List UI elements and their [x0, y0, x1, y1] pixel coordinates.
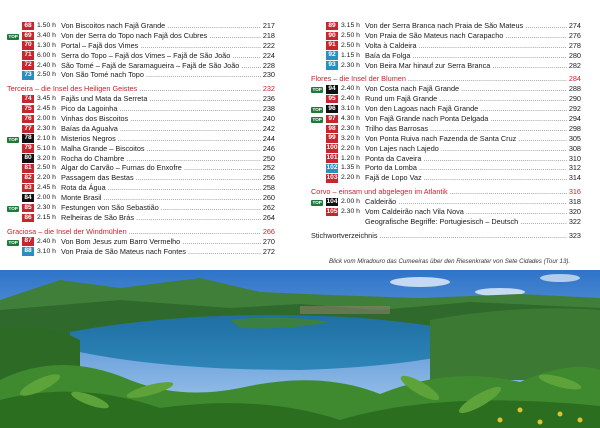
tour-duration: 2.30 h	[341, 124, 360, 132]
tour-number: 86	[22, 214, 34, 223]
tour-title: Von Praia de São Mateus nach Carapacho .....	[365, 31, 567, 41]
page-number: 250	[262, 153, 275, 163]
tour-duration: 2.00 h	[37, 194, 56, 202]
tour-entry[interactable]	[7, 193, 275, 203]
page-number: 264	[262, 212, 275, 222]
tour-title: Von Costa nach Fajã Grande .....	[365, 84, 567, 94]
tour-number: 87	[22, 237, 34, 246]
tour-title: Relheiras de São Brás .....	[61, 213, 261, 223]
page-number: 238	[262, 104, 275, 114]
toc-left-column	[7, 21, 275, 256]
tour-entry[interactable]	[7, 61, 275, 71]
tour-duration: 2.40 h	[37, 61, 56, 69]
tour-number: 78	[22, 134, 34, 143]
tour-duration: 2.20 h	[341, 174, 360, 182]
tour-title: Malha Grande – Biscoitos .....	[61, 144, 261, 154]
tour-duration: 2.50 h	[37, 71, 56, 79]
tour-duration: 2.15 h	[37, 213, 56, 221]
tour-number: 98	[326, 125, 338, 134]
tour-entry[interactable]	[7, 203, 275, 213]
top-badge: TOP	[312, 107, 322, 113]
toc-group-flores	[311, 84, 581, 183]
tour-duration: 3.20 h	[37, 154, 56, 162]
page-number: 282	[568, 60, 581, 70]
tour-entry[interactable]	[7, 173, 275, 183]
tour-entry[interactable]	[311, 144, 581, 154]
tour-number: 68	[22, 22, 34, 31]
tour-duration: 2.40 h	[37, 237, 56, 245]
tour-number: 88	[22, 247, 34, 256]
tour-title: Von der Serra do Topo nach Fajã dos Cubres .....	[61, 31, 261, 41]
tour-number: 80	[22, 154, 34, 163]
tour-entry[interactable]	[7, 114, 275, 124]
tour-number: 89	[326, 22, 338, 31]
tour-duration: 2.40 h	[341, 95, 360, 103]
page-number: 270	[262, 236, 275, 246]
tour-title: Baía da Folga .....	[365, 51, 567, 61]
page-number: 240	[262, 114, 275, 124]
top-badge: TOP	[312, 200, 322, 206]
tour-entry[interactable]	[311, 61, 581, 71]
tour-number: 82	[22, 174, 34, 183]
tour-entry[interactable]	[311, 134, 581, 144]
tour-entry[interactable]	[311, 114, 581, 124]
tour-duration: 2.45 h	[37, 184, 56, 192]
page-number: 230	[262, 70, 275, 80]
toc-group-graciosa-cont	[311, 21, 581, 70]
tour-title: Pico da Lagoinha .....	[61, 104, 261, 114]
tour-title: Von der Serra Branca nach Praia de São Mateus .....	[365, 21, 567, 31]
tour-entry[interactable]	[7, 31, 275, 41]
tour-duration: 2.10 h	[37, 134, 56, 142]
photo-caption: Blick vom Miradouro das Cumeeiras über den Riesenkrater von Sete Cidades (Tour 13).	[329, 258, 571, 265]
section-terceira[interactable]: Terceira – die Insel des Heiligen Geistes ..... 232	[7, 84, 275, 94]
tour-duration: 3.20 h	[341, 134, 360, 142]
tour-title: Von Lajes nach Lajedo .....	[365, 144, 567, 154]
toc-group-graciosa	[7, 237, 275, 257]
page-number: 305	[568, 133, 581, 143]
tour-duration: 3.15 h	[341, 22, 360, 29]
tour-title: Algar do Carvão – Furnas do Enxofre .....	[61, 163, 261, 173]
tour-duration: 2.50 h	[341, 41, 360, 49]
top-badge-slot	[7, 237, 22, 247]
tour-number: 101	[326, 154, 338, 162]
toc-group-sao-jorge	[7, 21, 275, 80]
tour-duration: 2.20 h	[37, 174, 56, 182]
tour-number: 100	[326, 144, 338, 152]
tour-duration: 2.40 h	[341, 85, 360, 93]
page-number: 320	[568, 207, 581, 217]
tour-title: Rund um Fajã Grande .....	[365, 94, 567, 104]
page-number: 290	[568, 94, 581, 104]
tour-number: 91	[326, 41, 338, 50]
tour-title: Serra do Topo – Fajã dos Vimes – Fajã de São João .....	[61, 51, 261, 61]
page-number: 274	[568, 21, 581, 30]
tour-entry[interactable]	[7, 154, 275, 164]
section-flores[interactable]: Flores – die Insel der Blumen ..... 284	[311, 74, 581, 84]
tour-entry[interactable]	[311, 197, 581, 207]
tour-title: Von Beira Mar hinauf zur Serra Branca .....	[365, 61, 567, 71]
tour-title: Von Bom Jesus zum Barro Vermelho .....	[61, 237, 261, 247]
page-number: 308	[568, 143, 581, 153]
tour-entry[interactable]	[7, 163, 275, 173]
tour-entry[interactable]	[7, 183, 275, 193]
tour-title: Ponta da Caveira .....	[365, 154, 567, 164]
section-graciosa[interactable]: Graciosa – die Insel der Windmühlen ..... 266	[7, 227, 275, 237]
tour-number: 90	[326, 32, 338, 41]
top-badge-slot	[311, 197, 326, 207]
top-badge: TOP	[8, 206, 18, 212]
page-number: 312	[568, 163, 581, 173]
page-number: 262	[262, 203, 275, 213]
tour-number: 70	[22, 41, 34, 50]
tour-title: Monte Brasil .....	[61, 193, 261, 203]
tour-duration: 2.00 h	[37, 115, 56, 123]
tour-number: 93	[326, 61, 338, 70]
tour-duration: 1.50 h	[37, 22, 56, 29]
tour-number: 94	[326, 85, 338, 94]
tour-title: Vinhas dos Biscoitos .....	[61, 114, 261, 124]
tour-entry[interactable]	[7, 94, 275, 104]
tour-duration: 3.10 h	[37, 247, 56, 255]
top-badge: TOP	[8, 239, 18, 245]
tour-number: 92	[326, 51, 338, 60]
tour-entry[interactable]	[7, 134, 275, 144]
tour-title: Von den Lagoas nach Fajã Grande .....	[365, 104, 567, 114]
toc-right-column	[311, 21, 581, 241]
tour-title: Von Ponta Ruiva nach Fazenda de Santa Cruz .....	[365, 134, 567, 144]
top-badge-slot	[311, 104, 326, 114]
top-badge: TOP	[8, 33, 18, 39]
tour-number: 85	[22, 204, 34, 213]
tour-entry[interactable]	[7, 124, 275, 134]
page-number: 292	[568, 104, 581, 114]
tour-title: Trilho das Barrosas .....	[365, 124, 567, 134]
page-number: 244	[262, 133, 275, 143]
tour-title: Volta à Caldeira .....	[365, 41, 567, 51]
tour-duration: 1.20 h	[341, 154, 360, 162]
tour-entry[interactable]	[311, 94, 581, 104]
top-badge-slot	[7, 134, 22, 144]
tour-duration: 2.20 h	[341, 144, 360, 152]
tour-duration: 2.30 h	[341, 208, 360, 216]
page-number: 258	[262, 183, 275, 193]
tour-number: 96	[326, 105, 338, 114]
tour-duration: 2.50 h	[37, 164, 56, 172]
tour-title: Fajãs und Mata da Serreta .....	[61, 94, 261, 104]
tour-number: 75	[22, 105, 34, 114]
tour-entry[interactable]	[311, 31, 581, 41]
page-number: 288	[568, 84, 581, 94]
tour-title: Festungen von São Sebastião .....	[61, 203, 261, 213]
page-number: 310	[568, 153, 581, 163]
tour-entry[interactable]	[7, 51, 275, 61]
tour-entry[interactable]	[311, 51, 581, 61]
top-badge: TOP	[312, 117, 322, 123]
tour-entry[interactable]	[311, 41, 581, 51]
tour-number: 72	[22, 61, 34, 70]
toc-group-corvo	[311, 197, 581, 217]
tour-title: Von Praia de São Mateus nach Fontes .....	[61, 247, 261, 257]
tour-entry[interactable]	[311, 173, 581, 183]
tour-number: 105	[326, 207, 338, 215]
tour-entry[interactable]	[311, 21, 581, 31]
tour-number: 104	[326, 197, 338, 205]
index-entry[interactable]: Stichwortverzeichnis ..... 323	[311, 231, 581, 241]
top-badge-slot	[7, 203, 22, 213]
page-number: 260	[262, 193, 275, 203]
tour-number: 83	[22, 184, 34, 193]
landscape-photo	[0, 270, 600, 428]
glossary-entry[interactable]: Geografische Begriffe: Portugiesisch – Deutsch ..... 322	[311, 217, 581, 227]
tour-duration: 3.10 h	[341, 105, 360, 113]
tour-title: Von São Tomé nach Topo .....	[61, 70, 261, 80]
page-number: 222	[262, 40, 275, 50]
tour-number: 79	[22, 144, 34, 153]
tour-number: 97	[326, 115, 338, 124]
tour-title: Von Biscoitos nach Fajã Grande .....	[61, 21, 261, 31]
top-badge: TOP	[312, 87, 322, 93]
tour-title: Rota da Água .....	[61, 183, 261, 193]
tour-duration: 3.40 h	[37, 31, 56, 39]
tour-duration: 6.00 h	[37, 51, 56, 59]
tour-title: Von Fajã Grande nach Ponta Delgada .....	[365, 114, 567, 124]
page-number: 246	[262, 143, 275, 153]
tour-entry[interactable]	[311, 163, 581, 173]
tour-title: Portal – Fajã dos Vimes .....	[61, 41, 261, 51]
tour-number: 103	[326, 174, 338, 181]
tour-title: Misterios Negros .....	[61, 134, 261, 144]
tour-number: 69	[22, 32, 34, 41]
page-number: 217	[262, 21, 275, 30]
tour-number: 102	[326, 164, 338, 172]
tour-entry[interactable]	[311, 124, 581, 134]
tour-entry[interactable]	[311, 84, 581, 94]
top-badge-slot	[7, 31, 22, 41]
tour-number: 71	[22, 51, 34, 60]
page-number: 252	[262, 163, 275, 173]
page-number: 218	[262, 30, 275, 40]
section-corvo[interactable]: Corvo – einsam und abgelegen im Atlantik ..... 316	[311, 187, 581, 197]
page-number: 276	[568, 30, 581, 40]
page-number: 314	[568, 173, 581, 183]
tour-entry[interactable]	[7, 237, 275, 247]
tour-title: Passagem das Bestas .....	[61, 173, 261, 183]
tour-title: Fajã de Lopo Vaz .....	[365, 173, 567, 183]
page-number: 298	[568, 123, 581, 133]
tour-entry[interactable]	[7, 213, 275, 223]
tour-title: Vom Caldeirão nach Vila Nova .....	[365, 207, 567, 217]
tour-title: Rocha do Chambre .....	[61, 154, 261, 164]
page-number: 294	[568, 114, 581, 124]
tour-entry[interactable]	[311, 154, 581, 164]
toc-group-terceira	[7, 94, 275, 223]
tour-number: 74	[22, 95, 34, 104]
tour-entry[interactable]	[7, 247, 275, 257]
page-number: 242	[262, 123, 275, 133]
top-badge-slot	[311, 114, 326, 124]
page-number: 236	[262, 94, 275, 104]
tour-duration: 2.00 h	[341, 198, 360, 206]
tour-duration: 2.45 h	[37, 105, 56, 113]
tour-number: 95	[326, 95, 338, 104]
tour-title: Baías da Agualva .....	[61, 124, 261, 134]
tour-duration: 5.10 h	[37, 144, 56, 152]
tour-number: 81	[22, 164, 34, 173]
tour-number: 77	[22, 125, 34, 134]
tour-number: 76	[22, 115, 34, 124]
tour-title: São Tomé – Fajã de Saramagueira – Fajã de São João .....	[61, 61, 261, 71]
page-number: 228	[262, 60, 275, 70]
tour-entry[interactable]	[311, 104, 581, 114]
tour-duration: 4.30 h	[341, 115, 360, 123]
top-badge: TOP	[8, 136, 18, 142]
page-number: 318	[568, 197, 581, 207]
tour-entry[interactable]	[7, 41, 275, 51]
page-number: 272	[262, 246, 275, 256]
tour-entry[interactable]	[7, 70, 275, 80]
tour-number: 84	[22, 194, 34, 203]
tour-duration: 1.35 h	[341, 164, 360, 172]
tour-duration: 2.30 h	[37, 124, 56, 132]
tour-duration: 1.30 h	[37, 41, 56, 49]
page-number: 224	[262, 50, 275, 60]
tour-title: Caldeirão .....	[365, 197, 567, 207]
tour-title: Porto da Lomba .....	[365, 163, 567, 173]
tour-entry[interactable]	[7, 21, 275, 31]
page-number: 256	[262, 173, 275, 183]
tour-duration: 2.30 h	[37, 204, 56, 212]
tour-duration: 2.30 h	[341, 61, 360, 69]
page-number: 280	[568, 50, 581, 60]
tour-number: 99	[326, 134, 338, 143]
tour-duration: 1.15 h	[341, 51, 360, 59]
tour-duration: 2.50 h	[341, 31, 360, 39]
tour-entry[interactable]	[311, 207, 581, 217]
tour-duration: 3.45 h	[37, 95, 56, 103]
tour-number: 73	[22, 71, 34, 80]
page-number: 278	[568, 40, 581, 50]
tour-entry[interactable]	[7, 144, 275, 154]
top-badge-slot	[311, 84, 326, 94]
tour-entry[interactable]	[7, 104, 275, 114]
